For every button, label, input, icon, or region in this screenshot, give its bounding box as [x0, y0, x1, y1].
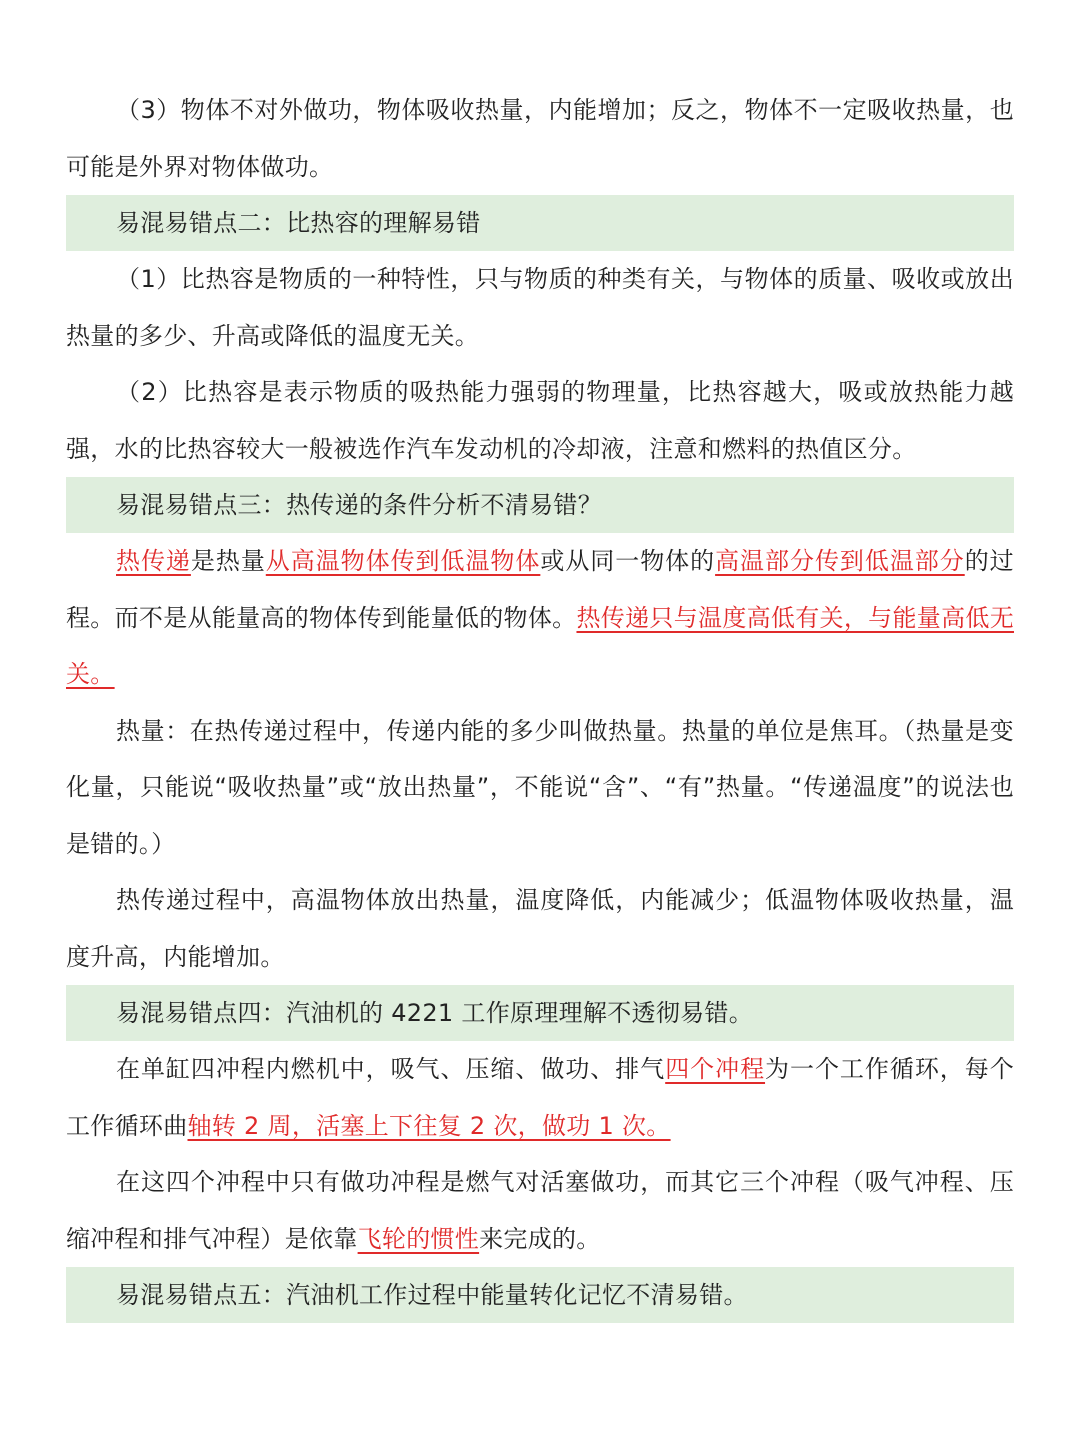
emphasis-crank-piston-work: 轴转 2 周，活塞上下往复 2 次，做功 1 次。 — [187, 1111, 671, 1140]
text-segment: 为一个工作循环，每个工作循环曲 — [66, 1055, 1015, 1140]
paragraph-specific-heat-1: （1）比热容是物质的一种特性，只与物质的种类有关，与物体的质量、吸收或放出热量的多少、升高或降低的温度无关。 — [66, 265, 1014, 350]
section-heading-heat-transfer: 易混易错点三：热传递的条件分析不清易错？ — [66, 477, 1014, 533]
text-segment: 的过程。而不是从能量高的物体传到能量低的物体。 — [66, 547, 1014, 632]
section-heading-engine-4221: 易混易错点四：汽油机的 4221 工作原理理解不透彻易错。 — [66, 985, 1014, 1041]
emphasis-temperature-only: 热传递只与温度高低有关，与能量高低无关。 — [66, 603, 1014, 688]
text-segment: 是热量 — [190, 547, 266, 575]
text-segment: 在这四个冲程中只有做功冲程是燃气对活塞做功，而其它三个冲程（吸气冲程、压缩冲程和排气冲程）是依靠 — [66, 1168, 1014, 1253]
text-segment: 来完成的。 — [479, 1224, 601, 1253]
paragraph-heat-quantity: 热量：在热传递过程中，传递内能的多少叫做热量。热量的单位是焦耳。（热量是变化量，只能说“吸收热量”或“放出热量”，不能说“含”、“有”热量。“传递温度”的说法也是错的。） — [66, 716, 1014, 858]
document-page — [66, 82, 1014, 1323]
paragraph-heat-transfer-process: 热传递过程中，高温物体放出热量，温度降低，内能减少；低温物体吸收热量，温度升高，内能增加。 — [66, 886, 1014, 971]
emphasis-high-to-low-object: 从高温物体传到低温物体 — [265, 547, 541, 575]
emphasis-high-to-low-part: 高温部分传到低温部分 — [715, 547, 965, 575]
paragraph-flywheel-inertia — [66, 1154, 1014, 1267]
paragraph-four-stroke-cycle — [66, 1041, 1014, 1154]
paragraph-internal-energy-3: （3）物体不对外做功，物体吸收热量，内能增加；反之，物体不一定吸收热量，也可能是外界对物体做功。 — [66, 96, 1014, 181]
emphasis-heat-transfer: 热传递 — [116, 547, 191, 575]
emphasis-four-strokes: 四个冲程 — [665, 1055, 766, 1083]
section-heading-energy-conversion: 易混易错点五：汽油机工作过程中能量转化记忆不清易错。 — [66, 1267, 1014, 1323]
text-segment: 在单缸四冲程内燃机中，吸气、压缩、做功、排气 — [116, 1055, 666, 1083]
emphasis-flywheel-inertia: 飞轮的惯性 — [357, 1224, 480, 1253]
text-segment: 或从同一物体的 — [540, 547, 716, 575]
paragraph-heat-transfer-definition — [66, 533, 1014, 703]
paragraph-specific-heat-2: （2）比热容是表示物质的吸热能力强弱的物理量，比热容越大，吸或放热能力越强，水的比热容较大一般被选作汽车发动机的冷却液，注意和燃料的热值区分。 — [66, 378, 1014, 463]
section-heading-specific-heat: 易混易错点二：比热容的理解易错 — [66, 195, 1014, 251]
